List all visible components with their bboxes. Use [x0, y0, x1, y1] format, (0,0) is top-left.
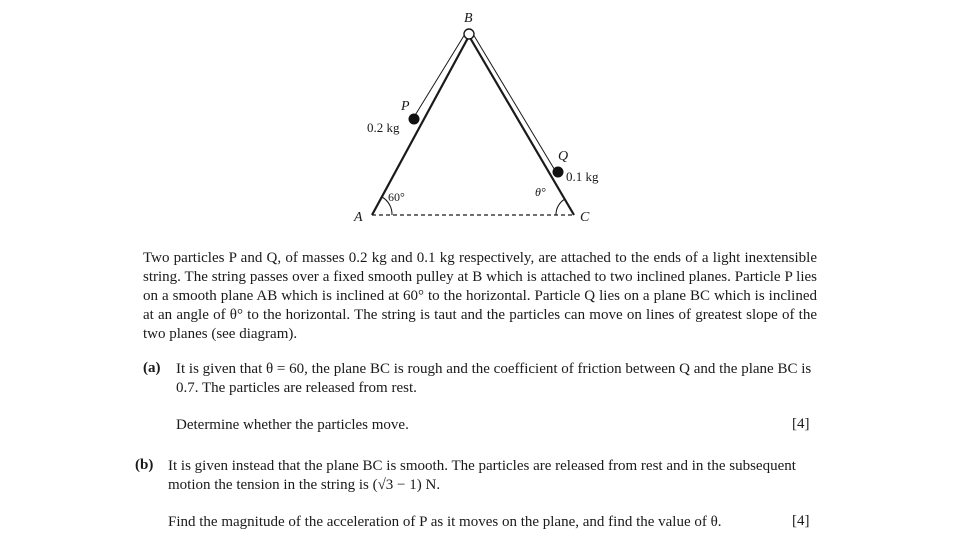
angle-c-label: θ°: [535, 185, 546, 199]
label-b: B: [464, 11, 473, 26]
part-a-task: Determine whether the particles move.: [176, 417, 409, 433]
plane-bc: [469, 36, 574, 215]
part-b-task: Find the magnitude of the acceleration of P as it moves on the plane, and find the value of θ.: [168, 514, 722, 530]
pulley: [464, 29, 474, 39]
string-bc: [473, 34, 556, 172]
part-a-marks: [4]: [792, 416, 810, 432]
particle-p: [409, 114, 420, 125]
label-p: P: [401, 99, 410, 114]
part-b-label: (b): [135, 457, 154, 473]
label-q: Q: [558, 149, 569, 164]
label-a: A: [354, 210, 363, 225]
inclined-planes-diagram: [0, 0, 960, 240]
mass-p-label: 0.2 kg: [367, 120, 400, 135]
label-c: C: [580, 210, 590, 225]
question-intro: Two particles P and Q, of masses 0.2 kg and 0.1 kg respectively, are attached to the ends of a light inextensible string. The string passes over a fixed smooth pulley at B which is attached to two inclined planes. Particle P lies on a smooth plane AB which is inclined at 60° to the horizontal. Particle Q lies on a plane BC which is inclined at an angle of θ° to the horizontal. The string is taut and the particles can move on lines of greatest slope of the two planes (see diagram).: [143, 250, 817, 342]
part-a-label: (a): [143, 360, 161, 376]
part-a-text: It is given that θ = 60, the plane BC is rough and the coefficient of friction between Q and the plane BC is 0.7. The particles are released from rest.: [176, 361, 812, 396]
mass-q-label: 0.1 kg: [566, 169, 599, 184]
angle-arc-c: [556, 199, 565, 215]
angle-a-label: 60°: [388, 190, 405, 204]
part-b-text: It is given instead that the plane BC is smooth. The particles are released from rest and in the subsequent motion the tension in the string is (√3 − 1) N.: [168, 458, 796, 493]
string-ab: [414, 34, 465, 117]
particle-q: [553, 167, 564, 178]
part-b-marks: [4]: [792, 513, 810, 529]
